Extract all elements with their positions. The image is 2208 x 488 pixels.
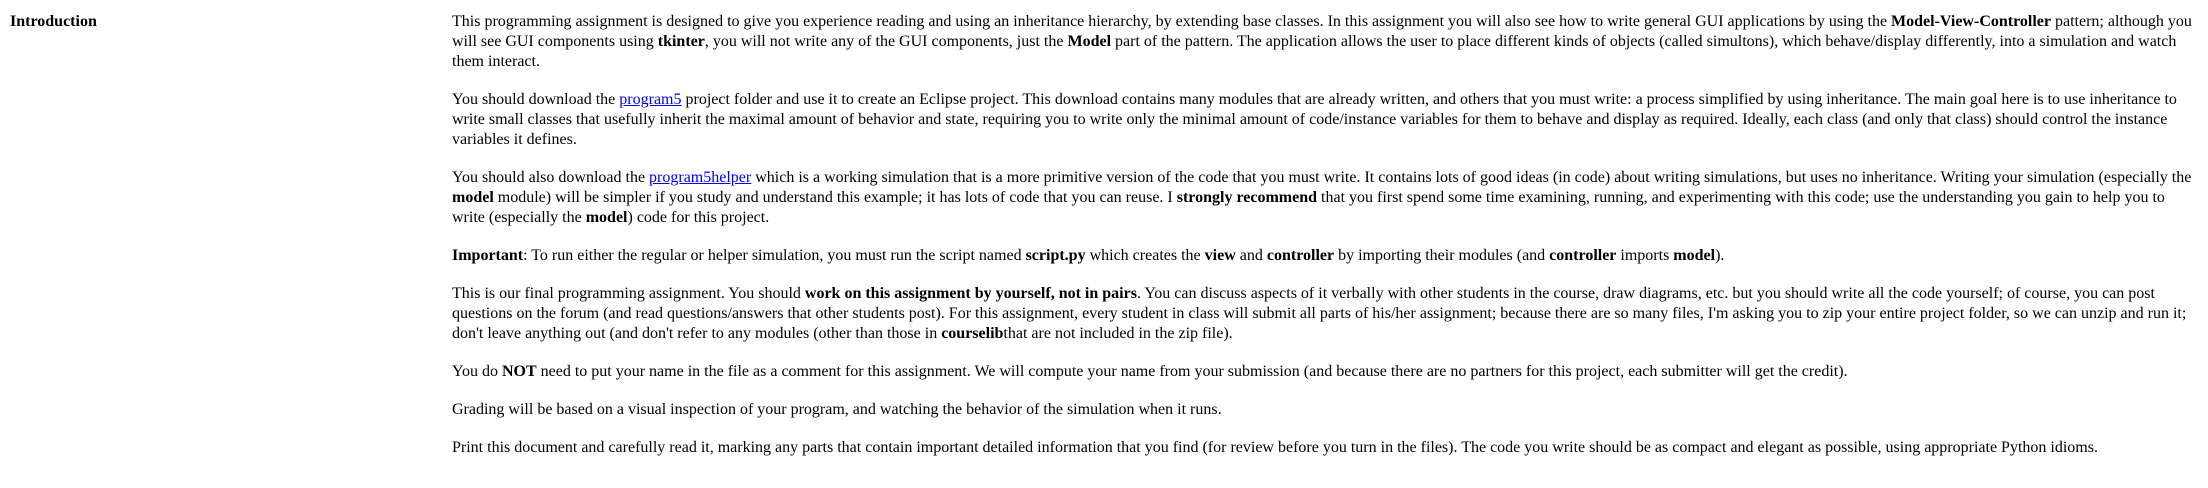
emphasis: controller bbox=[1549, 247, 1617, 264]
emphasis: Important bbox=[452, 247, 524, 264]
emphasis: NOT bbox=[501, 363, 537, 380]
emphasis: model bbox=[1673, 247, 1716, 264]
paragraph-print bbox=[452, 438, 2200, 458]
text: This is our final programming assignment. You should bbox=[452, 285, 805, 302]
text: You should download the bbox=[452, 91, 620, 108]
emphasis: courselib bbox=[941, 325, 1004, 342]
emphasis: work on this assignment by yourself, not in pairs bbox=[804, 285, 1137, 302]
text: by importing their modules (and bbox=[1334, 247, 1550, 264]
text: Print this document and carefully read it, marking any parts that contain important detailed information that you find (for review before you turn in the files). The code you write should be as compact and elegant as possible, using appropriate Python idioms. bbox=[452, 439, 2098, 456]
text: module) will be simpler if you study and understand this example; it has lots of code that you can reuse. I bbox=[493, 189, 1177, 206]
emphasis: model bbox=[452, 189, 494, 206]
text: need to put your name in the file as a comment for this assignment. We will compute your name from your submission (and because there are no partners for this project, each submitter will get the credit). bbox=[536, 363, 1848, 380]
emphasis: tkinter bbox=[657, 33, 705, 50]
text: This programming assignment is designed to give you experience reading and using an inheritance hierarchy, by extending base classes. In this assignment you will also see how to write general GUI applications by using the bbox=[452, 13, 1892, 30]
text: ) code for this project. bbox=[627, 209, 770, 226]
emphasis: model bbox=[585, 209, 628, 226]
emphasis: view bbox=[1204, 247, 1236, 264]
text: . You can discuss aspects of it verbally with other students in the course, draw diagrams, etc. but you should write all the code yourself; of course, you can post questions on the forum (and read questions/answers that other students post). For this assignment, every student in class will submit all parts of his/her assignment; because there are so many files, I'm asking you to zip your entire project folder, so we can unzip and run it; don't leave anything out (and don't refer to any modules (other than those in bbox=[452, 285, 2187, 342]
text: and bbox=[1235, 247, 1267, 264]
text: : To run either the regular or helper simulation, you must run the script named bbox=[523, 247, 1026, 264]
paragraph-helper bbox=[452, 168, 2200, 228]
text: part of the pattern. The application allows the user to place different kinds of objects (called simultons), which behave/display differently, into a simulation and watch them interact. bbox=[452, 33, 2177, 70]
text: pattern; although you will see GUI components using bbox=[452, 13, 2192, 50]
text: project folder and use it to create an Eclipse project. This download contains many modules that are already written, and others that you must write: a process simplified by using inheritance. The main goal here is to use inheritance to write small classes that usefully inherit the maximal amount of behavior and state, requiring you to write only the minimal amount of code/instance variables for them to behave and display as required. Ideally, each class (and only that class) should control the instance variables it defines. bbox=[452, 91, 2177, 148]
emphasis: script.py bbox=[1025, 247, 1086, 264]
paragraph-final-assignment bbox=[452, 284, 2200, 344]
text: which is a working simulation that is a more primitive version of the code that you must write. It contains lots of good ideas (in code) about writing simulations, but uses no inheritance. Writing your simulation (especially the bbox=[751, 169, 2192, 186]
text: imports bbox=[1616, 247, 1674, 264]
paragraph-name bbox=[452, 362, 2200, 382]
paragraph-important bbox=[452, 246, 2200, 266]
paragraph-download bbox=[452, 90, 2200, 150]
emphasis: controller bbox=[1266, 247, 1335, 264]
text: You do bbox=[452, 363, 502, 380]
text: You should also download the bbox=[452, 169, 650, 186]
program5helper-link[interactable]: program5helper bbox=[649, 169, 752, 186]
emphasis: Model bbox=[1067, 33, 1112, 50]
paragraph-grading bbox=[452, 400, 2200, 420]
text: that are not included in the zip file). bbox=[1003, 325, 1233, 342]
section-body bbox=[452, 12, 2200, 476]
emphasis: strongly recommend bbox=[1176, 189, 1318, 206]
text: ). bbox=[1715, 247, 1725, 264]
section-heading: Introduction bbox=[10, 13, 97, 30]
text: which creates the bbox=[1085, 247, 1205, 264]
text: that you first spend some time examining, running, and experimenting with this code; use the understanding you gain to help you to write (especially the bbox=[452, 189, 2165, 226]
text: , you will not write any of the GUI components, just the bbox=[704, 33, 1068, 50]
emphasis: Model-View-Controller bbox=[1891, 13, 2051, 30]
program5-link[interactable]: program5 bbox=[619, 91, 682, 108]
paragraph-intro bbox=[452, 12, 2200, 72]
text: Grading will be based on a visual inspection of your program, and watching the behavior of the simulation when it runs. bbox=[452, 401, 1222, 418]
